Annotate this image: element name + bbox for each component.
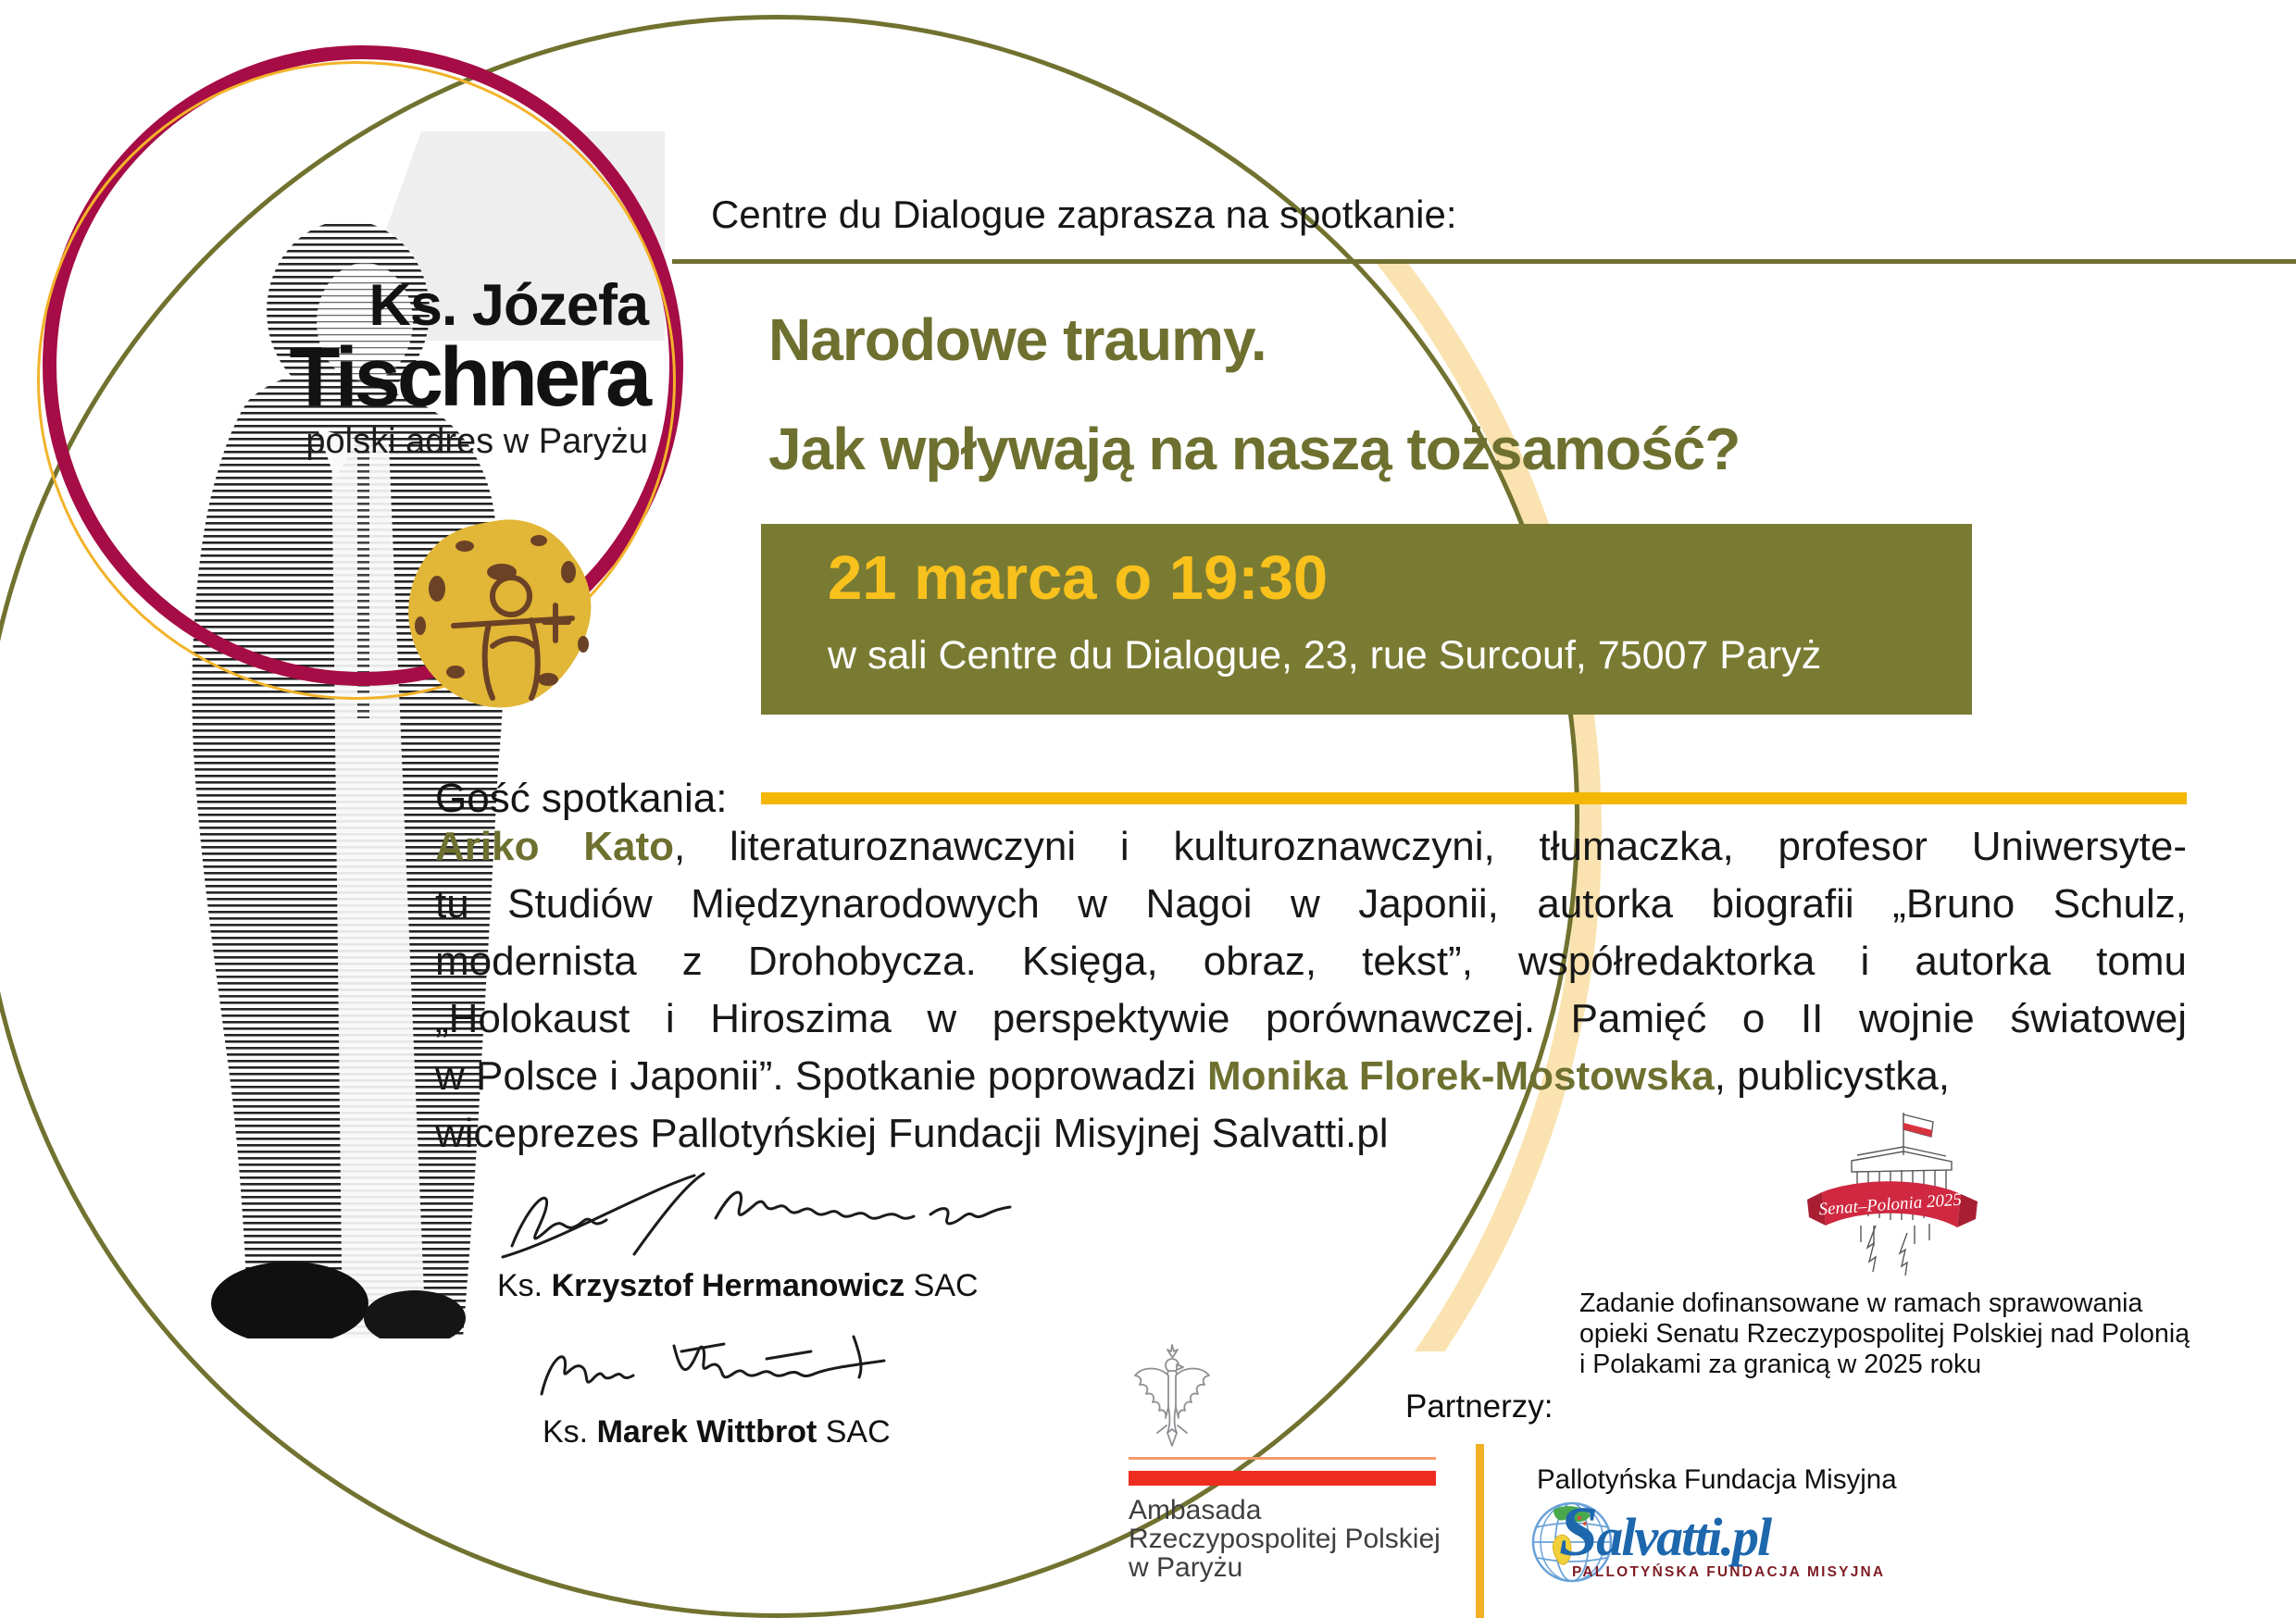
embassy-caption bbox=[1129, 1496, 1441, 1582]
funding-note bbox=[1579, 1288, 2227, 1380]
logo-kicker: Ks. Józefa bbox=[368, 273, 648, 338]
signer-1-caption: Ks. Krzysztof Hermanowicz SAC bbox=[497, 1268, 979, 1303]
flag-white-stripe bbox=[1129, 1457, 1436, 1460]
moderator-name: Monika Florek-Mostowska bbox=[1207, 1053, 1715, 1099]
logo-name: Tischnera bbox=[289, 331, 648, 424]
salvatti-logo bbox=[1529, 1492, 1918, 1603]
embassy-line-2: Rzeczypospolitej Polskiej bbox=[1129, 1524, 1441, 1554]
funding-line-1: Zadanie dofinansowane w ramach sprawowania bbox=[1579, 1288, 2143, 1318]
event-datetime: 21 marca o 19:30 bbox=[828, 543, 1329, 613]
funding-line-3: i Polakami za granicą w 2025 roku bbox=[1579, 1350, 1982, 1379]
senat-polonia-logo bbox=[1794, 1103, 1986, 1276]
signature-wittbrot bbox=[528, 1320, 944, 1411]
guest-name: Ariko Kato bbox=[435, 824, 675, 869]
logo-tagline: polski adres w Paryżu bbox=[306, 422, 648, 461]
embassy-line-1: Ambasada bbox=[1129, 1495, 1262, 1525]
event-title-line2: Jak wpływają na naszą tożsamość? bbox=[768, 416, 1741, 482]
gold-medal-icon bbox=[400, 515, 600, 715]
bio-line-4: „Holokaust i Hiroszima w perspektywie porównawczej. Pamięć o II wojnie światowej bbox=[435, 996, 2187, 1041]
bio-line-1: Ariko Kato, literaturoznawczyni i kulturoznawczyni, tłumaczka, profesor Uniwersyte- bbox=[435, 824, 2187, 869]
funding-line-2: opieki Senatu Rzeczypospolitej Polskiej nad Polonią bbox=[1579, 1319, 2190, 1349]
signature-hermanowicz bbox=[495, 1166, 1014, 1263]
invitation-header: Centre du Dialogue zaprasza na spotkanie: bbox=[711, 193, 1457, 236]
foundation-label: Pallotyńska Fundacja Misyjna bbox=[1537, 1464, 1897, 1495]
embassy-line-3: w Paryżu bbox=[1129, 1552, 1243, 1583]
signer-2-caption: Ks. Marek Wittbrot SAC bbox=[543, 1414, 891, 1450]
header-divider-line bbox=[672, 259, 2296, 264]
guest-section-label: Gość spotkania: bbox=[435, 776, 728, 821]
bio-line-6: wiceprezes Pallotyńskiej Fundacji Misyjnej Salvatti.pl bbox=[435, 1111, 1389, 1156]
polish-eagle-icon bbox=[1126, 1342, 1218, 1451]
bio-line-2: tu Studiów Międzynarodowych w Nagoi w Japonii, autorka biografii „Bruno Schulz, bbox=[435, 881, 2187, 927]
salvatti-wordmark: Salvatti.pl bbox=[1559, 1493, 1771, 1571]
bio-line-3: modernista z Drohobycza. Księga, obraz, tekst”, współredaktorka i autorka tomu bbox=[435, 939, 2187, 984]
bio-line-5: w Polsce i Japonii”. Spotkanie poprowadzi Monika Florek-Mostowska, publicystka, bbox=[435, 1053, 1951, 1099]
event-details-box bbox=[761, 524, 1972, 715]
event-title-line1: Narodowe traumy. bbox=[768, 306, 1267, 373]
partners-label: Partnerzy: bbox=[1405, 1388, 1554, 1425]
event-venue: w sali Centre du Dialogue, 23, rue Surcouf, 75007 Paryż bbox=[828, 633, 1822, 678]
salvatti-caption: PALLOTYŃSKA FUNDACJA MISYJNA bbox=[1572, 1564, 1886, 1580]
guest-divider-line bbox=[761, 792, 2187, 804]
logo-text-block bbox=[222, 273, 648, 463]
partners-divider-line bbox=[1476, 1444, 1484, 1618]
flag-red-stripe bbox=[1129, 1471, 1436, 1486]
senat-banner-text: Senat–Polonia 2025 bbox=[1817, 1189, 1963, 1220]
